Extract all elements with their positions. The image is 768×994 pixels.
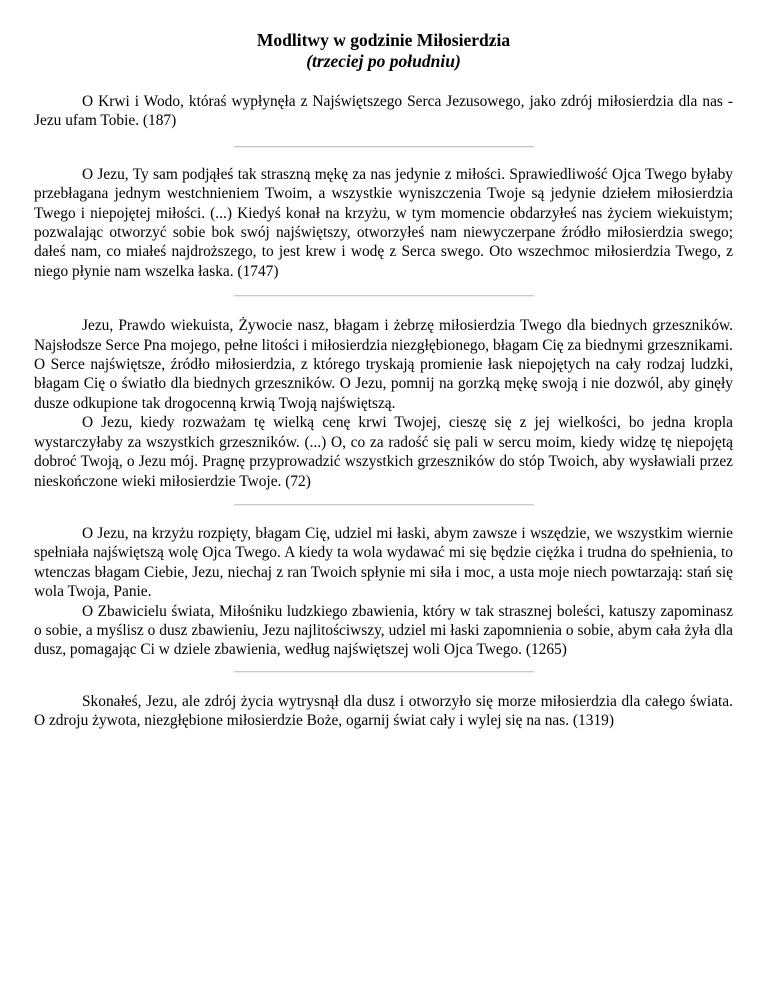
prayer-section-5 [34, 692, 733, 731]
prayer-section-3 [34, 316, 733, 491]
prayer-section-2 [34, 165, 733, 281]
section-divider [234, 146, 534, 148]
prayer-paragraph: Jezu, Prawdo wiekuista, Żywocie nasz, błagam i żebrzę miłosierdzia Twego dla biednych grzeszników. Najsłodsze Serce Pna mojego, pełne litości i miłosierdzia niezgłębionego, błagam Cię za biednymi grzesznikami. O Serce najświętsze, źródło miłosierdzia, z którego tryskają promienie łask niepojętych na cały rodzaj ludzki, błagam Cię o światło dla biednych grzeszników. O Jezu, pomnij na gorzką mękę swoją i nie dozwól, aby ginęły dusze odkupione tak drogocenną krwią Twoją najświętszą. [34, 317, 733, 412]
prayer-paragraph: O Jezu, Ty sam podjąłeś tak straszną mękę za nas jedynie z miłości. Sprawiedliwość Ojca Twego byłaby przebłagana jednym westchnieniem Twoim, a wszystkie wyniszczenia Twoje są jedynie dziełem miłosierdzia Twego i niepojętej miłości. (...) Kiedyś konał na krzyżu, w tym momencie obdarzyłeś nas życiem wiekuistym; pozwalając otworzyć sobie bok swój najświętszy, otworzyłeś nam niewyczerpane źródło miłosierdzia swego; dałeś nam, co miałeś najdroższego, to jest krew i wodę z Serca swego. Oto wszechmoc miłosierdzia Twego, z niego płynie nam wszelka łaska. (1747) [34, 165, 733, 280]
prayer-paragraph: O Zbawicielu świata, Miłośniku ludzkiego zbawienia, który w tak strasznej boleści, katuszy zapominasz o sobie, a myślisz o dusz zbawieniu, Jezu najlitościwszy, udziel mi łaski zapomnienia o sobie, abym cała żyła dla dusz, pomagając Ci w dziele zbawienia, według najświętszej woli Ojca Twego. (1265) [34, 602, 733, 659]
document-title: Modlitwy w godzinie Miłosierdzia [256, 30, 511, 50]
section-divider [234, 504, 534, 506]
prayer-paragraph: O Jezu, kiedy rozważam tę wielką cenę krwi Twojej, cieszę się z jej wielkości, bo jedna kropla wystarczyłaby za wszystkich grzeszników. (...) O, co za radość się pali w sercu moim, kiedy widzę tę niepojętą dobroć Twoją, o Jezu mój. Pragnę przyprowadzić wszystkich grzeszników do stóp Twoich, aby wysławiali przez nieskończone wieki miłosierdzie Twoje. (72) [34, 414, 733, 490]
prayer-section-1 [34, 92, 733, 131]
document-subtitle: (trzeciej po południu) [306, 51, 461, 71]
section-divider [234, 295, 534, 297]
prayer-paragraph: Skonałeś, Jezu, ale zdrój życia wytrysnął dla dusz i otworzyło się morze miłosierdzia dla całego świata. O zdroju żywota, niezgłębione miłosierdzie Boże, ogarnij świat cały i wylej się na nas. (1319) [34, 692, 733, 730]
document-page [34, 30, 733, 731]
section-divider [234, 671, 534, 673]
prayer-paragraph: O Jezu, na krzyżu rozpięty, błagam Cię, udziel mi łaski, abym zawsze i wszędzie, we wszystkim wiernie spełniała najświętszą wolę Ojca Twego. A kiedy ta wola wydawać mi się będzie ciężka i trudna do spełnienia, to wtenczas błagam Ciebie, Jezu, niechaj z ran Twoich spłynie mi siła i moc, a usta moje niech powtarzają: stań się wola Twoja, Panie. [34, 524, 733, 601]
prayer-paragraph: O Krwi i Wodo, któraś wypłynęła z Najświętszego Serca Jezusowego, jako zdrój miłosierdzia dla nas - Jezu ufam Tobie. (187) [34, 93, 733, 130]
prayer-section-4 [34, 524, 733, 660]
